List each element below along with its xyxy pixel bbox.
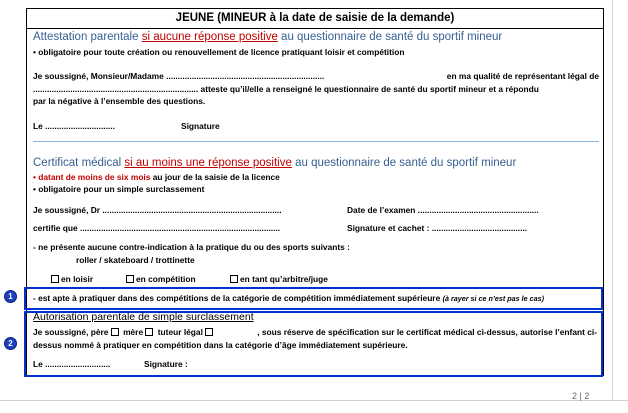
page-right-rule [612, 0, 613, 400]
checkbox-loisir[interactable] [51, 275, 59, 283]
certificat-bullet-1 [33, 172, 280, 182]
attestation-line-1-left: Je soussigné, Monsieur/Madame .................................................................... [33, 71, 325, 81]
callout-badge-1: 1 [4, 290, 17, 303]
attestation-title-condition: si aucune réponse positive [141, 31, 278, 43]
surclassement-title: Autorisation parentale de simple surclassement [33, 311, 254, 323]
certificat-bullet-1-red: • datant de moins de six mois [33, 172, 151, 182]
exam-date-field: Date de l’examen .................................................... [347, 205, 539, 215]
attestation-line-2: ....................................................................... atteste qu’il/elle a renseigné le questionnaire de santé du sportif mineur et a répondu [33, 84, 539, 94]
checkbox-competition[interactable] [126, 275, 134, 283]
surclassement-line-1-left [33, 327, 215, 337]
certificat-bullet-1-rest: au jour de la saisie de la licence [150, 172, 280, 182]
option-arbitre[interactable] [230, 274, 328, 284]
sports-list: roller / skateboard / trottinette [76, 255, 195, 265]
apt-line [33, 293, 544, 303]
surclassement-line-1-right: , sous réserve de spécification sur le certificat médical ci-dessus, autorise l’enfant ci- [257, 327, 597, 337]
certificat-title-condition: si au moins une réponse positive [124, 157, 292, 169]
surclassement-mother-label: mère [123, 327, 144, 337]
checkbox-tuteur[interactable] [205, 328, 213, 336]
option-competition[interactable] [126, 274, 196, 284]
attestation-bullet: • obligatoire pour toute création ou renouvellement de licence pratiquant loisir et compétition [33, 47, 405, 57]
attestation-title-prefix: Attestation parentale [33, 31, 142, 43]
surclassement-signature: Signature : [144, 359, 188, 369]
section-header: JEUNE (MINEUR à la date de saisie de la demande) [27, 9, 603, 29]
certificat-title-prefix: Certificat médical [33, 157, 125, 169]
option-loisir[interactable] [51, 274, 93, 284]
checkbox-mere[interactable] [145, 328, 153, 336]
section-divider [33, 141, 599, 142]
attestation-line-1 [33, 71, 599, 81]
callout-badge-2: 2 [4, 337, 17, 350]
option-competition-label: en compétition [136, 274, 196, 284]
attestation-date: Le .............................. [33, 121, 115, 131]
attestation-line-3: par la négative à l’ensemble des questions. [33, 96, 206, 106]
surclassement-line-1 [33, 327, 597, 337]
apt-line-main: - est apte à pratiquer dans des compétitions de la catégorie de compétition immédiatement supérieure [33, 293, 443, 303]
checkbox-pere[interactable] [111, 328, 119, 336]
page-number: 2 | 2 [572, 391, 590, 401]
certificat-bullet-2: • obligatoire pour un simple surclassement [33, 184, 205, 194]
doctor-name-field: Je soussigné, Dr ............................................................................. [33, 205, 282, 215]
option-loisir-label: en loisir [61, 274, 94, 284]
option-arbitre-label: en tant qu’arbitre/juge [240, 274, 328, 284]
attestation-title-suffix: au questionnaire de santé du sportif mineur [277, 31, 503, 43]
no-contraindication-line: - ne présente aucune contre-indication à la pratique du ou des sports suivants : [33, 242, 350, 252]
surclassement-tuteur-label: tuteur légal [157, 327, 203, 337]
certifie-field: certifie que ...................................................................................... [33, 223, 281, 233]
checkbox-arbitre[interactable] [230, 275, 238, 283]
apt-line-note: (à rayer si ce n’est pas le cas) [442, 294, 545, 303]
surclassement-father-label: Je soussigné, père [33, 327, 109, 337]
page-bottom-rule [0, 400, 628, 401]
certificat-title-suffix: au questionnaire de santé du sportif mineur [291, 157, 517, 169]
attestation-signature: Signature [181, 121, 220, 131]
surclassement-line-2: dessus nommé à pratiquer en compétition dans la catégorie d’âge immédiatement supérieure. [33, 340, 408, 350]
surclassement-date: Le ............................ [33, 359, 111, 369]
attestation-title [33, 31, 502, 43]
signature-cachet-field: Signature et cachet : ......................................... [347, 223, 528, 233]
attestation-line-1-right: en ma qualité de représentant légal de [446, 71, 599, 81]
certificat-title [33, 157, 516, 169]
minor-form-section [26, 8, 604, 376]
